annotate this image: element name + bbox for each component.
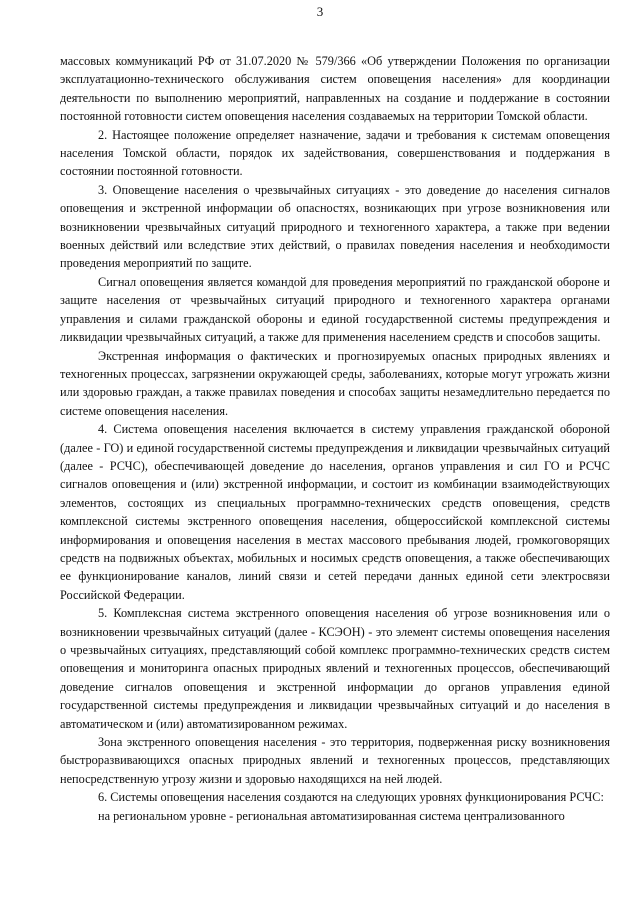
paragraph-item-3: 3. Оповещение населения о чрезвычайных ситуациях - это доведение до населения сигналов оповещения и экстренной информации об опасностях, возникающих при угрозе возникновения или возникновении чрезвычайных ситуаций природного и техногенного характера, а также при ведении военных действий или вследствие этих действий, о правилах поведения населения и необходимости проведения мероприятий по защите. (60, 182, 610, 271)
paragraph-alert-zone: Зона экстренного оповещения населения - это территория, подверженная риску возникновения быстроразвивающихся опасных природных явлений и техногенных процессов, представляющих непосредственную угрозу жизни и здоровью находящихся на ней людей. (60, 735, 610, 786)
paragraph-item-4: 4. Система оповещения населения включается в систему управления гражданской обороной (далее - ГО) и единой государственной системы предупреждения и ликвидации чрезвычайных ситуаций (далее - РСЧС), обеспечивающей доведение до населения, органов управления и сил ГО и РСЧС сигналов оповещения и (или) экстренной информации, и состоит из комбинации взаимодействующих элементов, состоящих из специальных программно-технических средств оповещения, средств комплексной системы экстренного оповещения населения, общероссийской комплексной системы информирования и оповещения населения в местах массового пребывания людей, громкоговорящих средств на подвижных объектах, мобильных и носимых средств оповещения, а также обеспечивающих ее функционирование каналов, линий связи и сетей передачи данных единой сети электросвязи Российской Федерации. (60, 422, 610, 602)
paragraph-item-5: 5. Комплексная система экстренного оповещения населения об угрозе возникновения или о возникновении чрезвычайных ситуаций (далее - КСЭОН) - это элемент системы оповещения населения о чрезвычайных ситуациях, представляющий собой комплекс программно-технических средств систем оповещения и мониторинга опасных природных явлений и техногенных процессов, обеспечивающий доведение сигналов оповещения и экстренной информации до органов управления единой государственной системы предупреждения и ликвидации чрезвычайных ситуаций и до населения в автоматическом и (или) автоматизированном режимах. (60, 606, 610, 731)
paragraph-item-6: 6. Системы оповещения населения создаются на следующих уровнях функционирования РСЧС: (98, 790, 604, 805)
document-body (60, 52, 610, 825)
paragraph-item-2: 2. Настоящее положение определяет назначение, задачи и требования к системам оповещения населения Томской области, порядок их задействования, совершенствования и поддержания в состоянии постоянной готовности. (60, 127, 610, 179)
paragraph-emergency-info: Экстренная информация о фактических и прогнозируемых опасных природных явлениях и техногенных процессах, загрязнении окружающей среды, заболеваниях, которые могут угрожать жизни или здоровью граждан, а также правилах поведения и способах защиты незамедлительно передается по системе оповещения населения. (60, 348, 610, 418)
page-number: 3 (316, 4, 324, 19)
paragraph-alert-signal: Сигнал оповещения является командой для проведения мероприятий по гражданской обороне и защите населения от чрезвычайных ситуаций природного и техногенного характера органами управления и силами гражданской обороны и единой государственной системы предупреждения и ликвидации чрезвычайных ситуаций, а также для применения населением средств и способов защиты. (60, 274, 610, 345)
paragraph-continuation: массовых коммуникаций РФ от 31.07.2020 № 579/366 «Об утверждении Положения по организации эксплуатационно-технического обслуживания систем оповещения населения» для координации деятельности по выполнению мероприятий, направленных на создание и поддержание в состоянии постоянной готовности систем оповещения населения создаваемых на территории Томской области. (60, 54, 610, 124)
paragraph-regional-level: на региональном уровне - региональная автоматизированная система централизованного (98, 808, 565, 823)
